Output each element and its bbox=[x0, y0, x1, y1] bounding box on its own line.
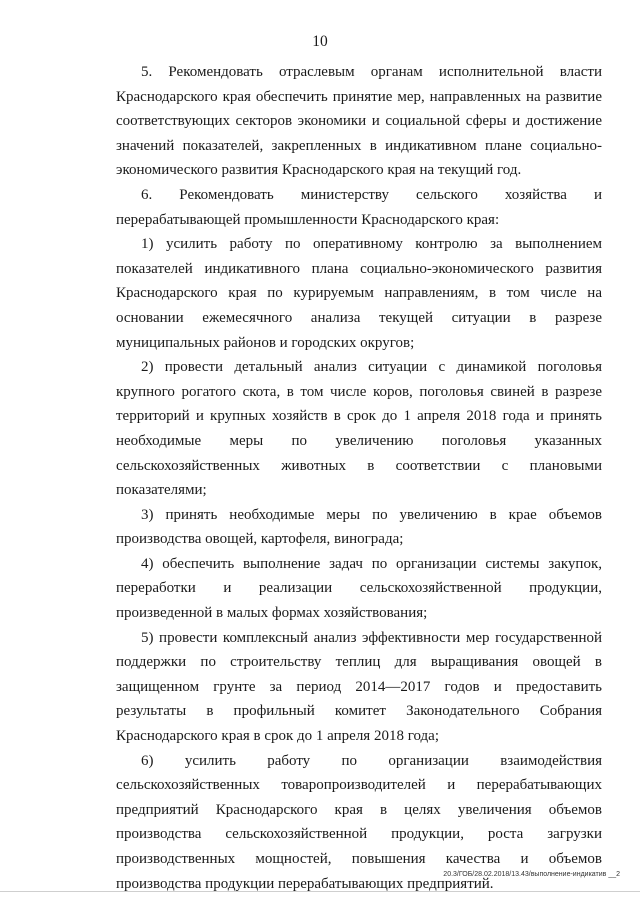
document-footer-code: 20.3/ГОБ/28.02.2018/13.43/выполнение-индикатив __2 bbox=[443, 871, 620, 878]
subitem-6: 6) усилить работу по организации взаимодействия сельскохозяйственных товаропроизводителей и перерабатывающих предприятий Краснодарского края в целях увеличения объемов производства сельскохозяйственной продукции, роста загрузки производственных мощностей, повышения качества и объемов производства продукции перерабатывающих предприятий. bbox=[116, 752, 602, 892]
page-number: 10 bbox=[312, 33, 328, 50]
paragraph-item-5: 5. Рекомендовать отраслевым органам исполнительной власти Краснодарского края обеспечить принятие мер, направленных на развитие соответствующих секторов экономики и социальной сферы и достижение значений показателей, закрепленных в индикативном плане социально-экономического развития Краснодарского края на текущий год. bbox=[116, 64, 602, 179]
subitem-1: 1) усилить работу по оперативному контролю за выполнением показателей индикативного плана социально-экономического развития Краснодарского края по курируемым направлениям, в том числе на основании ежемесячного анализа текущей ситуации в разрезе муниципальных районов и городских округов; bbox=[116, 236, 602, 351]
page-bottom-divider bbox=[0, 891, 640, 892]
subitem-3: 3) принять необходимые меры по увеличению в крае объемов производства овощей, картофеля, винограда; bbox=[116, 506, 602, 548]
subitem-2: 2) провести детальный анализ ситуации с динамикой поголовья крупного рогатого скота, в том числе коров, поголовья свиней в разрезе территорий и крупных хозяйств в срок до 1 апреля 2018 года и принять необходимые меры по увеличению поголовья указанных сельскохозяйственных животных в соответствии с плановыми показателями; bbox=[116, 359, 602, 499]
document-body bbox=[116, 60, 602, 896]
subitem-4: 4) обеспечить выполнение задач по организации системы закупок, переработки и реализации сельскохозяйственной продукции, произведенной в малых формах хозяйствования; bbox=[116, 555, 602, 622]
subitem-5: 5) провести комплексный анализ эффективности мер государственной поддержки по строительству теплиц для выращивания овощей в защищенном грунте за период 2014—2017 годов и предоставить результаты в профильный комитет Законодательного Собрания Краснодарского края в срок до 1 апреля 2018 года; bbox=[116, 629, 602, 745]
paragraph-item-6: 6. Рекомендовать министерству сельского хозяйства и перерабатывающей промышленности Краснодарского края: bbox=[116, 186, 602, 228]
